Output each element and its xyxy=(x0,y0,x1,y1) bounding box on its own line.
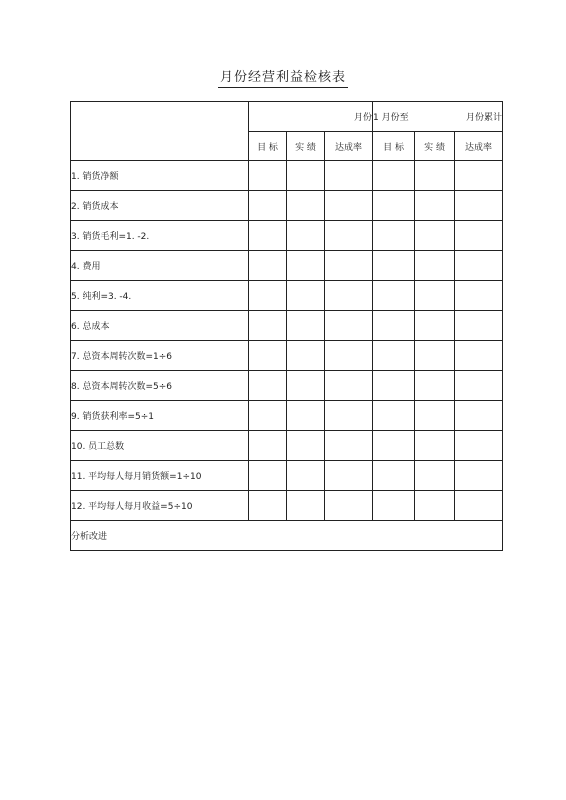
data-cell[interactable] xyxy=(415,461,455,491)
data-cell[interactable] xyxy=(325,461,373,491)
column-header: 实 绩 xyxy=(415,132,455,161)
data-cell[interactable] xyxy=(249,371,287,401)
data-cell[interactable] xyxy=(249,401,287,431)
table-row xyxy=(71,401,503,431)
table-row xyxy=(71,251,503,281)
data-cell[interactable] xyxy=(325,431,373,461)
table-row xyxy=(71,371,503,401)
data-cell[interactable] xyxy=(249,311,287,341)
data-cell[interactable] xyxy=(287,251,325,281)
data-cell[interactable] xyxy=(415,341,455,371)
data-cell[interactable] xyxy=(373,341,415,371)
table-row xyxy=(71,281,503,311)
period-end-label: 月份累计 xyxy=(466,113,503,123)
data-cell[interactable] xyxy=(415,401,455,431)
data-cell[interactable] xyxy=(325,251,373,281)
analysis-row xyxy=(71,521,503,551)
table-row xyxy=(71,161,503,191)
data-cell[interactable] xyxy=(455,311,503,341)
data-cell[interactable] xyxy=(287,281,325,311)
data-cell[interactable] xyxy=(325,371,373,401)
data-cell[interactable] xyxy=(455,221,503,251)
data-cell[interactable] xyxy=(415,371,455,401)
row-label: 6. 总成本 xyxy=(71,311,249,341)
data-cell[interactable] xyxy=(373,251,415,281)
data-cell[interactable] xyxy=(455,191,503,221)
data-cell[interactable] xyxy=(287,161,325,191)
data-cell[interactable] xyxy=(455,491,503,521)
data-cell[interactable] xyxy=(415,221,455,251)
header-corner-cell xyxy=(71,102,249,161)
row-label: 9. 销货获利率=5÷1 xyxy=(71,401,249,431)
row-label: 1. 销货净额 xyxy=(71,161,249,191)
table-row xyxy=(71,311,503,341)
column-header: 达成率 xyxy=(325,132,373,161)
data-cell[interactable] xyxy=(249,431,287,461)
column-header: 目 标 xyxy=(373,132,415,161)
row-label: 4. 费用 xyxy=(71,251,249,281)
row-label: 7. 总资本周转次数=1÷6 xyxy=(71,341,249,371)
row-label: 12. 平均每人每月收益=5÷10 xyxy=(71,491,249,521)
data-cell[interactable] xyxy=(287,401,325,431)
data-cell[interactable] xyxy=(373,191,415,221)
data-cell[interactable] xyxy=(415,431,455,461)
table-row xyxy=(71,461,503,491)
data-cell[interactable] xyxy=(415,281,455,311)
month-header-cell xyxy=(249,102,373,132)
data-cell[interactable] xyxy=(287,491,325,521)
table-row xyxy=(71,221,503,251)
row-label: 3. 销货毛利=1. -2. xyxy=(71,221,249,251)
data-cell[interactable] xyxy=(455,251,503,281)
data-cell[interactable] xyxy=(373,371,415,401)
data-cell[interactable] xyxy=(455,161,503,191)
row-label: 8. 总资本周转次数=5÷6 xyxy=(71,371,249,401)
data-cell[interactable] xyxy=(415,191,455,221)
row-label: 10. 员工总数 xyxy=(71,431,249,461)
table-row xyxy=(71,431,503,461)
data-cell[interactable] xyxy=(325,281,373,311)
data-cell[interactable] xyxy=(287,431,325,461)
data-cell[interactable] xyxy=(455,401,503,431)
analysis-label: 分析改进 xyxy=(71,532,108,542)
data-cell[interactable] xyxy=(325,191,373,221)
document-title xyxy=(0,66,566,85)
data-cell[interactable] xyxy=(325,221,373,251)
row-label: 2. 销货成本 xyxy=(71,191,249,221)
table-row xyxy=(71,341,503,371)
data-cell[interactable] xyxy=(373,311,415,341)
period-start-label: 1 月份至 xyxy=(373,113,409,123)
data-cell[interactable] xyxy=(287,311,325,341)
data-cell[interactable] xyxy=(415,251,455,281)
column-header: 目 标 xyxy=(249,132,287,161)
data-cell[interactable] xyxy=(249,281,287,311)
table-row xyxy=(71,191,503,221)
data-cell[interactable] xyxy=(373,431,415,461)
month-header-label: 月份 xyxy=(354,113,373,123)
column-header: 实 绩 xyxy=(287,132,325,161)
header-row-period xyxy=(71,102,503,132)
data-cell[interactable] xyxy=(287,221,325,251)
data-cell[interactable] xyxy=(455,371,503,401)
column-header: 达成率 xyxy=(455,132,503,161)
data-cell[interactable] xyxy=(249,251,287,281)
check-table xyxy=(70,101,503,551)
data-cell[interactable] xyxy=(373,491,415,521)
analysis-cell[interactable] xyxy=(71,521,503,551)
data-cell[interactable] xyxy=(373,221,415,251)
data-cell[interactable] xyxy=(249,221,287,251)
row-label: 5. 纯利=3. -4. xyxy=(71,281,249,311)
data-cell[interactable] xyxy=(249,491,287,521)
data-cell[interactable] xyxy=(373,401,415,431)
data-cell[interactable] xyxy=(287,371,325,401)
table-row xyxy=(71,491,503,521)
data-cell[interactable] xyxy=(373,281,415,311)
data-cell[interactable] xyxy=(249,341,287,371)
data-cell[interactable] xyxy=(325,341,373,371)
data-cell[interactable] xyxy=(325,161,373,191)
data-cell[interactable] xyxy=(415,491,455,521)
data-cell[interactable] xyxy=(287,461,325,491)
data-cell[interactable] xyxy=(249,461,287,491)
data-cell[interactable] xyxy=(249,191,287,221)
document-title-text: 月份经营利益检核表 xyxy=(218,70,348,88)
data-cell[interactable] xyxy=(373,161,415,191)
data-cell[interactable] xyxy=(415,161,455,191)
data-cell[interactable] xyxy=(455,281,503,311)
data-cell[interactable] xyxy=(249,161,287,191)
data-cell[interactable] xyxy=(455,461,503,491)
data-cell[interactable] xyxy=(325,401,373,431)
row-label: 11. 平均每人每月销货额=1÷10 xyxy=(71,461,249,491)
data-cell[interactable] xyxy=(325,311,373,341)
data-cell[interactable] xyxy=(415,311,455,341)
data-cell[interactable] xyxy=(373,461,415,491)
data-cell[interactable] xyxy=(287,341,325,371)
period-header-cell xyxy=(373,102,503,132)
data-cell[interactable] xyxy=(287,191,325,221)
data-cell[interactable] xyxy=(455,341,503,371)
data-cell[interactable] xyxy=(455,431,503,461)
data-cell[interactable] xyxy=(325,491,373,521)
